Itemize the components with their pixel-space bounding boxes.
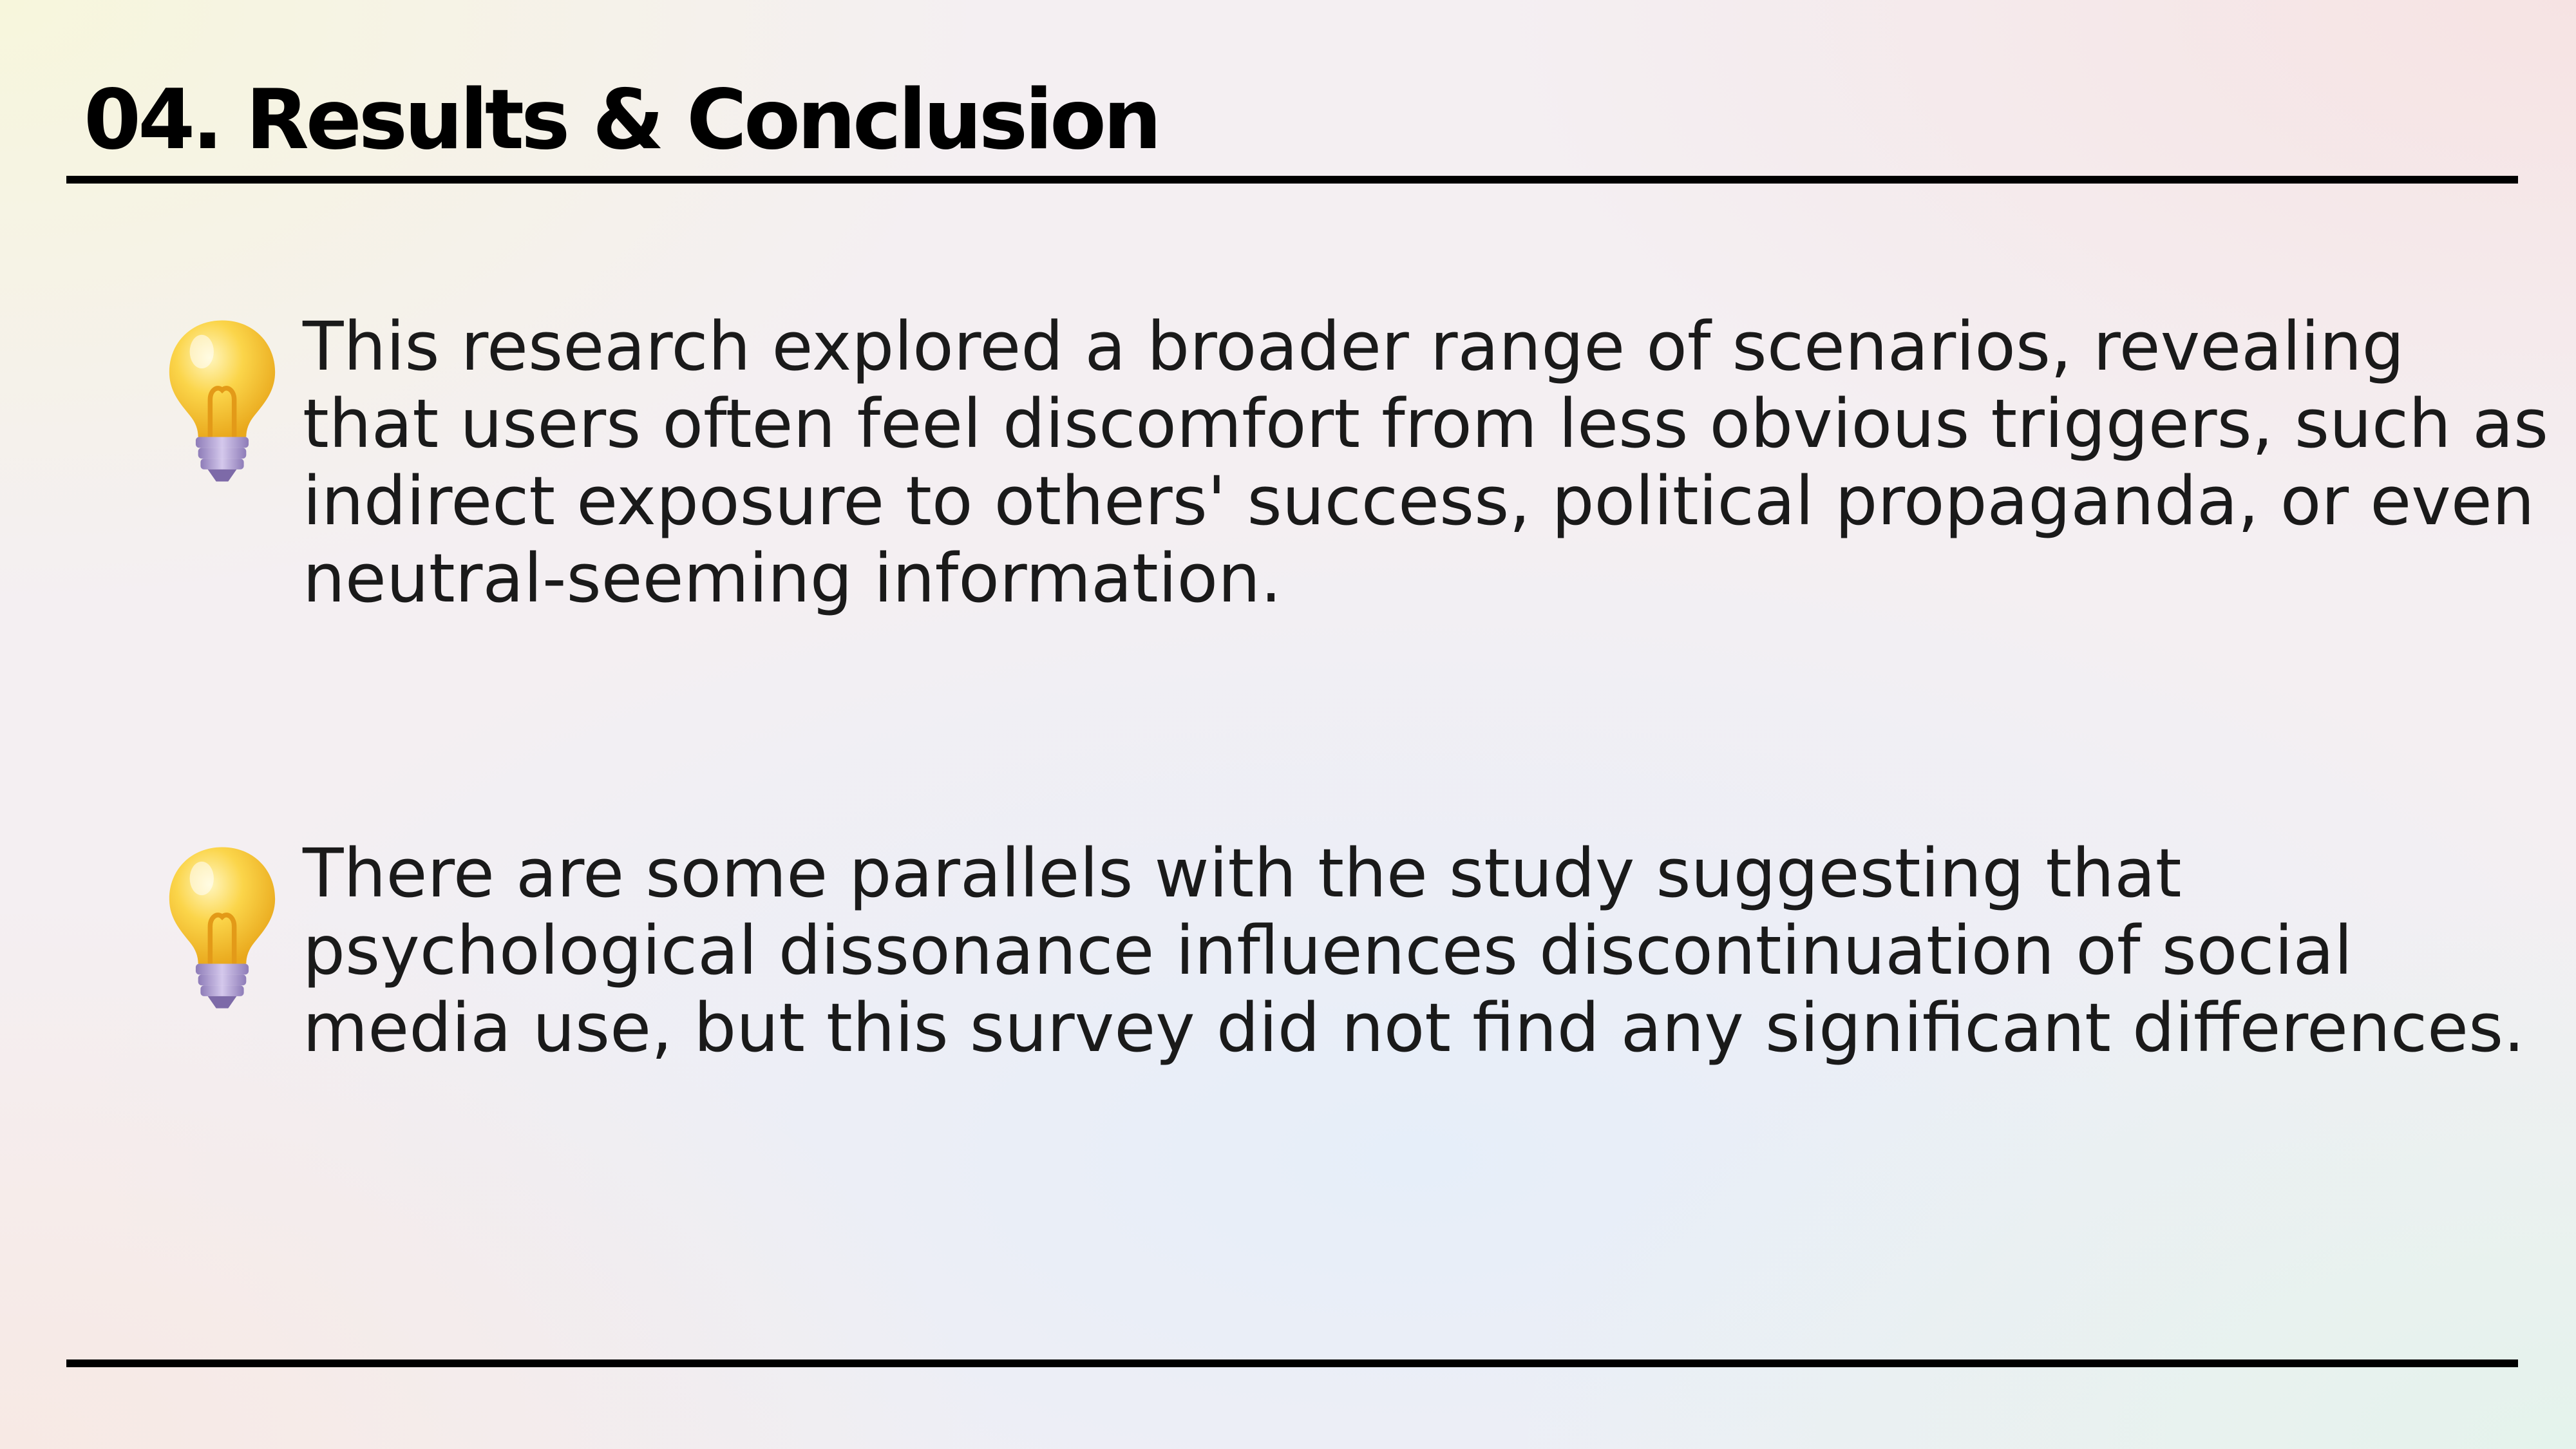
slide-title: 04. Results & Conclusion — [84, 72, 1159, 168]
bottom-divider — [66, 1359, 2518, 1367]
lightbulb-icon — [161, 842, 283, 1023]
top-divider — [66, 176, 2518, 184]
result-point-text: This research explored a broader range of scenarios, revealing that users often feel discomfort from less obvious triggers, such as indirect exposure to others' success, political propaganda, or even neutral-seeming information. — [303, 307, 2548, 618]
result-point-text: There are some parallels with the study suggesting that psychological dissonance influences discontinuation of social media use, but this survey did not find any significant differences. — [303, 834, 2525, 1067]
lightbulb-icon — [161, 316, 283, 496]
